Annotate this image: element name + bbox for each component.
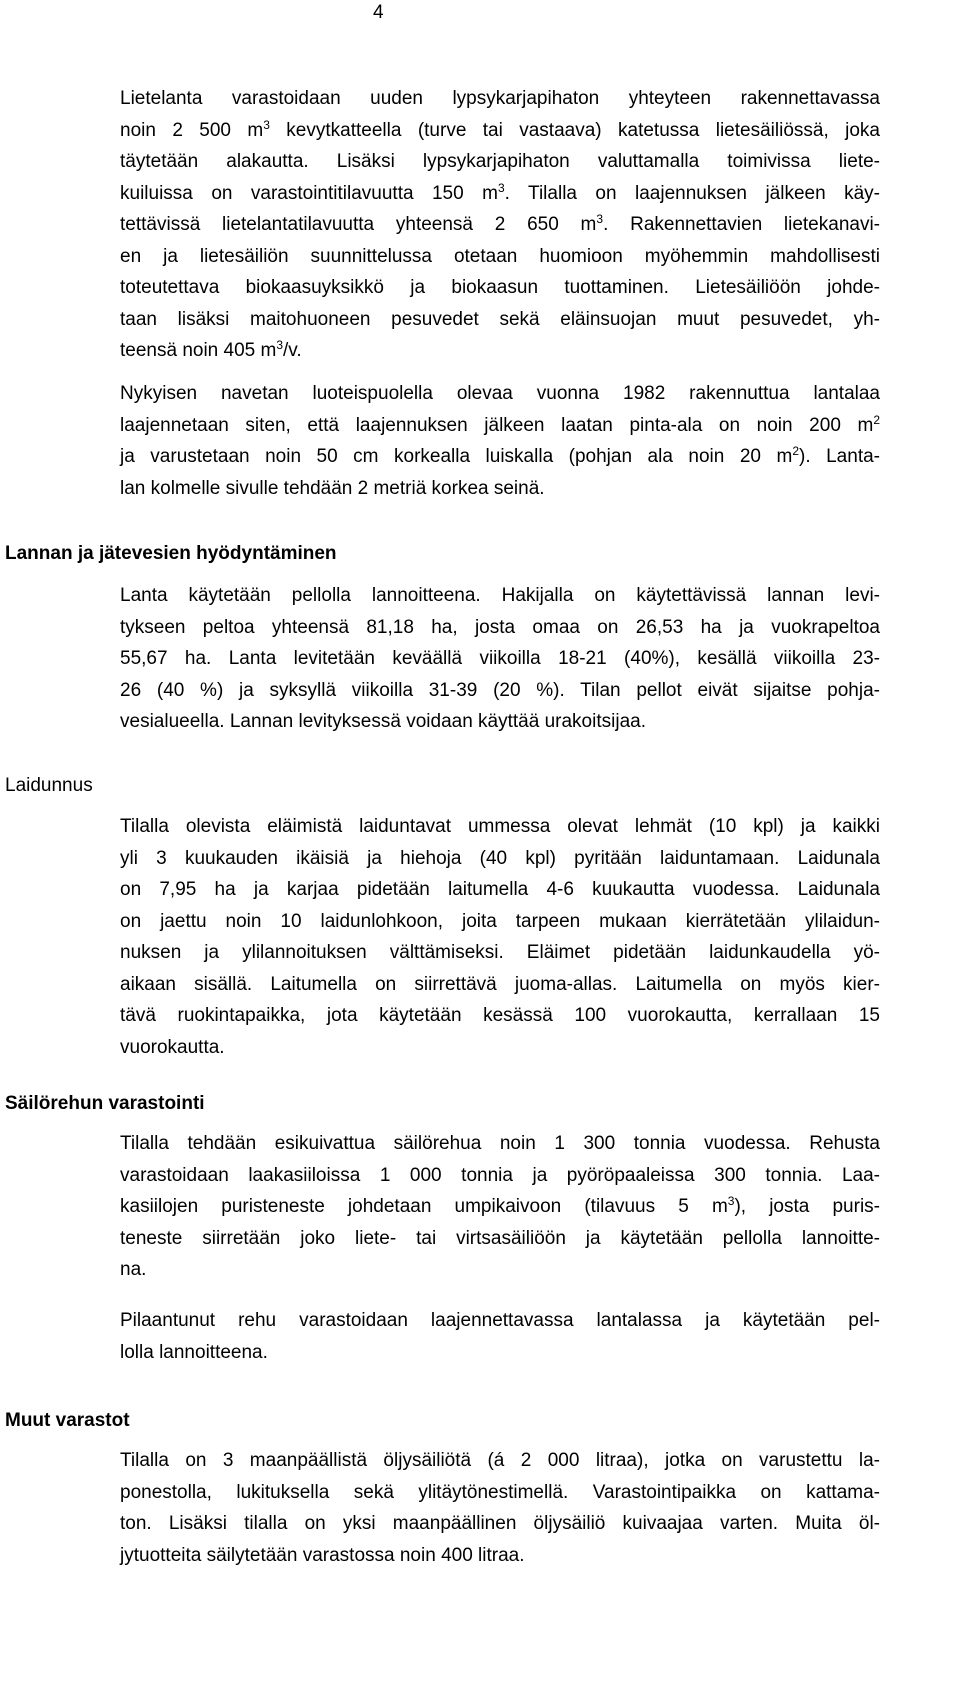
text-line: vuorokautta. <box>120 1036 225 1058</box>
text-line: lan kolmelle sivulle tehdään 2 metriä korkea seinä. <box>120 477 545 499</box>
text-line: kasiilojen puristeneste johdetaan umpikaivoon (tilavuus 5 $m^3$), josta puris- <box>120 1194 880 1217</box>
text-line: Tilalla olevista eläimistä laiduntavat ummessa olevat lehmät (10 kpl) ja kaikki <box>120 816 880 837</box>
intro-paragraph-1 <box>120 83 880 367</box>
text-line: laajennetaan siten, että laajennuksen jälkeen laatan pinta-ala on noin 200 $m^2$ <box>120 412 880 436</box>
text-line: Pilaantunut rehu varastoidaan laajennettavassa lantalassa ja käytetään pel- <box>120 1310 880 1331</box>
text-line: tykseen peltoa yhteensä 81,18 ha, josta omaa on 26,53 ha ja vuokrapeltoa <box>120 616 880 638</box>
section-heading-other-storages: Muut varastot <box>5 1410 130 1431</box>
text-line: taan lisäksi maitohuoneen pesuvedet sekä eläinsuojan muut pesuvedet, yh- <box>120 308 880 330</box>
section-heading-silage: Säilörehun varastointi <box>5 1093 205 1114</box>
text-line: on 7,95 ha ja karjaa pidetään laitumella 4-6 kuukautta vuodessa. Laidunala <box>120 879 880 900</box>
text-line: kuiluissa on varastointitilavuutta 150 $m^3$. Tilalla on laajennuksen jälkeen käy- <box>120 180 880 204</box>
text-line: aikaan sisällä. Laitumella on siirrettävä juoma-allas. Laitumella on myös kier- <box>120 973 880 995</box>
text-line: teneste siirretään joko liete- tai virtsasäiliöön ja käytetään pellolla lannoitte- <box>120 1227 880 1249</box>
intro-paragraph-2 <box>120 378 880 504</box>
text-line: teensä noin 405 $m^3/v$. <box>120 338 302 361</box>
text-line: lolla lannoitteena. <box>120 1341 268 1363</box>
silage-paragraph-1 <box>120 1128 880 1286</box>
section-heading-manure: Lannan ja jätevesien hyödyntäminen <box>5 543 337 564</box>
text-line: nuksen ja ylilannoituksen välttämiseksi. Eläimet pidetään laidunkaudella yö- <box>120 942 880 963</box>
text-line: täytetään alakautta. Lisäksi lypsykarjapihaton valuttamalla toimivissa liete- <box>120 151 880 172</box>
text-line: yli 3 kuukauden ikäisiä ja hiehoja (40 kpl) pyritään laiduntamaan. Laidunala <box>120 847 880 869</box>
text-line: tettävissä lietelantatilavuutta yhteensä 2 650 $m^3$. Rakennettavien lietekanavi- <box>120 212 880 235</box>
text-line: Tilalla tehdään esikuivattua säilörehua noin 1 300 tonnia vuodessa. Rehusta <box>120 1133 880 1154</box>
text-line: na. <box>120 1259 147 1280</box>
text-line: Nykyisen navetan luoteispuolella olevaa vuonna 1982 rakennuttua lantalaa <box>120 383 880 404</box>
grazing-paragraph <box>120 811 880 1063</box>
text-line: vesialueella. Lannan levityksessä voidaan käyttää urakoitsijaa. <box>120 711 646 732</box>
text-line: ponestolla, lukituksella sekä ylitäytönestimellä. Varastointipaikka on kattama- <box>120 1481 880 1503</box>
text-line: Lietelanta varastoidaan uuden lypsykarjapihaton yhteyteen rakennettavassa <box>120 88 880 109</box>
text-line: en ja lietesäiliön suunnittelussa otetaan huomioon myöhemmin mahdollisesti <box>120 245 880 267</box>
other-storages-paragraph <box>120 1445 880 1571</box>
text-line: Lanta käytetään pellolla lannoitteena. Hakijalla on käytettävissä lannan levi- <box>120 585 880 606</box>
text-line: 55,67 ha. Lanta levitetään keväällä viikoilla 18-21 (40%), kesällä viikoilla 23- <box>120 648 880 669</box>
text-line: tävä ruokintapaikka, jota käytetään kesässä 100 vuorokautta, kerrallaan 15 <box>120 1005 880 1026</box>
text-line: noin 2 500 $m^3$ kevytkatteella (turve tai vastaava) katetussa lietesäiliössä, joka <box>120 117 880 141</box>
text-line: ton. Lisäksi tilalla on yksi maanpäällinen öljysäiliö kuivaajaa varten. Muita öl- <box>120 1513 880 1534</box>
text-line: on jaettu noin 10 laidunlohkoon, joita tarpeen mukaan kierrätetään ylilaidun- <box>120 910 880 932</box>
manure-paragraph <box>120 580 880 738</box>
text-line: ja varustetaan noin 50 cm korkealla luiskalla (pohjan ala noin 20 $m^2$). Lanta- <box>120 444 880 467</box>
text-line: Tilalla on 3 maanpäällistä öljysäiliötä (á 2 000 litraa), jotka on varustettu la- <box>120 1450 880 1471</box>
text-line: varastoidaan laakasiiloissa 1 000 tonnia ja pyöröpaaleissa 300 tonnia. Laa- <box>120 1164 880 1186</box>
text-line: jytuotteita säilytetään varastossa noin 400 litraa. <box>120 1544 525 1566</box>
text-line: 26 (40 %) ja syksyllä viikoilla 31-39 (20 %). Tilan pellot eivät sijaitse pohja- <box>120 679 880 701</box>
text-line: toteutettava biokaasuyksikkö ja biokaasun tuottaminen. Lietesäiliöön johde- <box>120 277 880 298</box>
silage-paragraph-2 <box>120 1305 880 1368</box>
section-heading-grazing: Laidunnus <box>5 775 93 796</box>
page-number: 4 <box>373 2 384 23</box>
